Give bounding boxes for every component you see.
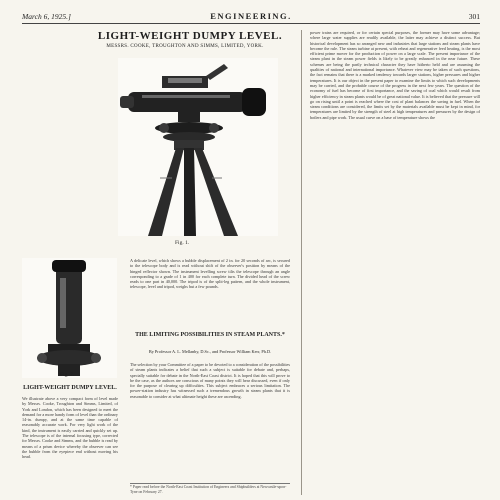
figure-level-head <box>22 258 117 378</box>
column-rule <box>301 30 302 495</box>
page-number: 301 <box>468 12 480 21</box>
second-article-body <box>130 362 290 480</box>
second-article-headline: THE LIMITING POSSIBILITIES IN STEAM PLANTS.* <box>135 332 285 338</box>
figure-1-caption: Fig. 1. <box>175 240 190 246</box>
figure-dumpy-level <box>118 58 278 236</box>
article-paragraph: We illustrate above a very compact form of level made by Messrs. Cooke, Troughton and Simms, Limited, of York and London, which has been designed to meet the demand for a more handy form of level than the ordinary 14-in. dumpy, and at the same time capable of reasonably accurate work. For very light work of the kind, the instrument is easily carried and quickly set up. The telescope is of the internal focusing type, corrected for Messrs. Cooke and Simms, and the bubble is read by means of a prism device whereby the observer can see the bubble from the eyepiece end without moving his head. <box>22 396 118 460</box>
header-rule <box>22 23 480 24</box>
footnote: * Paper read before the North-East Coast Institution of Engineers and Shipbuilders at Newcastle-upon-Tyne on February 27. <box>130 483 290 495</box>
article-paragraph: power trains are required, or for certain special purposes, the former may have some advantage; where large water supplies are readily available, the latter may achieve a distinct success. But historical development has so arranged new and industries that large stations and steam plants have become the rule. The steam turbine at present, with reheat and regenerative feed heating, is the most efficient prime mover for the production of power on a large scale. The present importance of the steam plant in the steam power fields is likely to be greatly enhanced in the near future. These schemes are being the partly technical character they have hitherto held and are assuming the qualities of national and international importance. Whatever view may be taken of such questions, the fact remains that there is a marked tendency towards larger stations, higher pressures and higher temperatures. It is our object in the present paper to examine the limits to which such developments may be carried, and the probable course of the progress in the next few years. The question of the economy of fuel has become of first importance, and the saving of coal which would result from higher efficiency in steam plants would be of great national value. It is believed that the pressure will go on rising until a point is reached where the cost of plant balances the saving in fuel. When the steam conditions are considered, the limits set by the materials available must be kept in mind, for temperatures are limited by the strength of steel at high temperatures and pressures by the design of boilers and pipe work. The usual curve on a base of temperature shows the <box>310 30 480 120</box>
second-article-byline: By Professor A. L. Mellanby, D.Sc., and Professor William Kerr, Ph.D. <box>148 349 272 354</box>
article-headline: LIGHT-WEIGHT DUMPY LEVEL. <box>97 30 283 42</box>
article-subheadline: LIGHT-WEIGHT DUMPY LEVEL. <box>23 385 117 391</box>
article-body-middle <box>130 258 290 328</box>
right-column-body <box>310 30 480 495</box>
article-body-left <box>22 396 118 492</box>
article-paragraph: A delicate level, which shows a bubble displacement of 2 in. for 20 seconds of arc, is secured to the telescope body and is read without shift of the observer's position by means of the hinged reflector shown. The instrument levelling screw tilts the telescope through an angle corresponding to a grade of 1 in 400 for each complete turn. The divided head of the screw reads to one part in 40,000. The tripod is of the split-leg pattern, and the whole instrument, telescope, level and tripod, weighs but a few pounds. <box>130 258 290 290</box>
article-makers: MESSRS. COOKE, TROUGHTON AND SIMMS, LIMITED, YORK. <box>106 44 264 49</box>
figure-2-caption: Fig. 2. <box>60 372 75 378</box>
issue-date: March 6, 1925.] <box>22 12 71 21</box>
article-paragraph: The selection by your Committee of a paper to be devoted to a consideration of the possibilities of steam plants indicates a belief that such a subject is suitable for debate and, perhaps, specially suitable for debate in the North-East Coast district. It is hoped that this will prove to be the case, as the authors are conscious of many points they will hear discussed, even if only for the purpose of clearing up difficulties. This subject embraces a serious limitation. The power-station industry has witnessed such a tremendous growth in steam plants that it is reasonable to consider at what ultimate height these are ascending. <box>130 362 290 399</box>
journal-title: ENGINEERING. <box>210 11 292 21</box>
